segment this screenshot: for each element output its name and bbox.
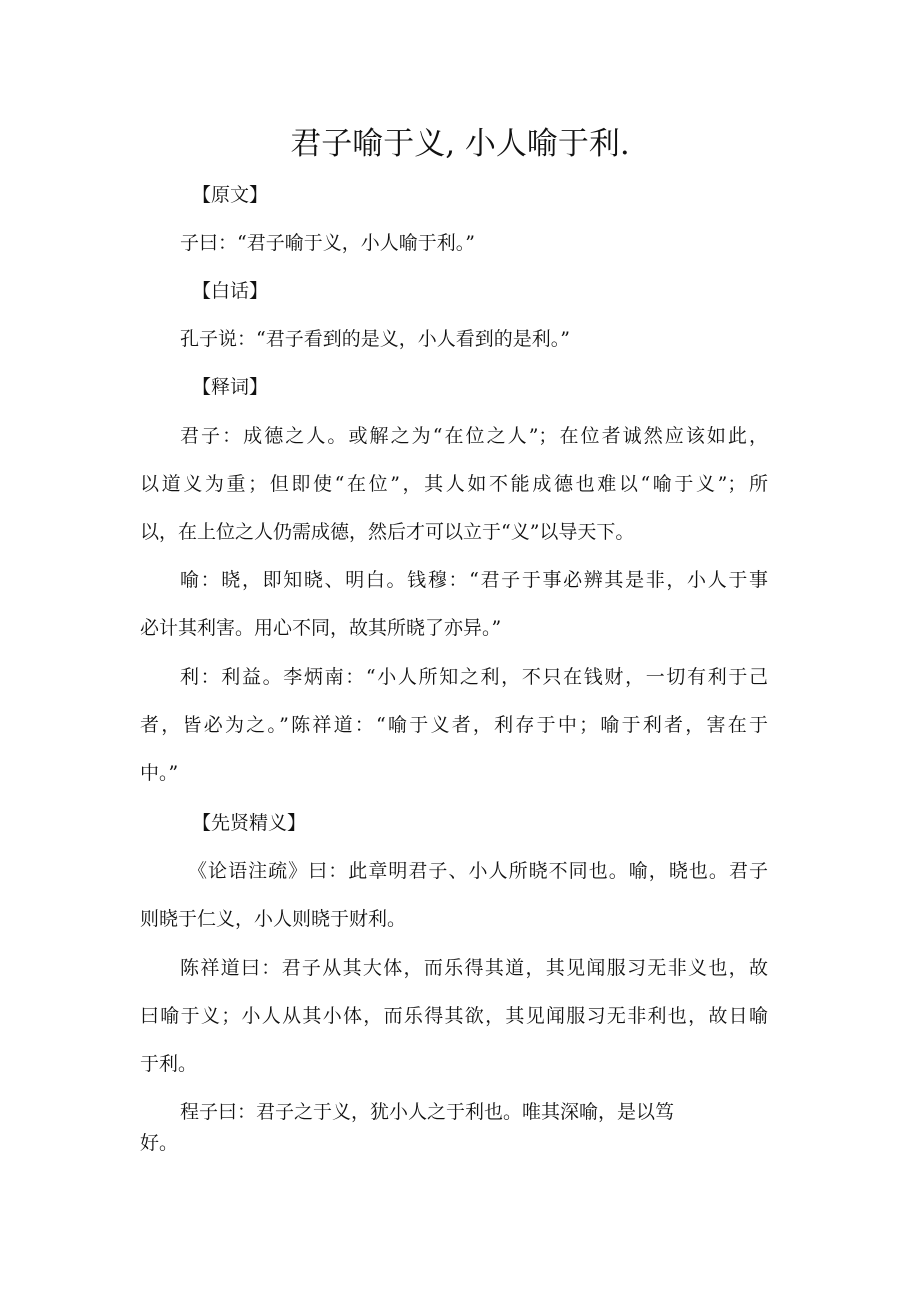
gloss-junzi-line-3: 以，在上位之人仍需成德，然后才可以立于“义”以导天下。	[140, 521, 635, 543]
sages-zhushu-line-2: 则晓于仁义，小人则晓于财利。	[140, 908, 407, 930]
sages-cheng-line-2: 好。	[140, 1132, 179, 1154]
gloss-junzi-line-2: 以道义为重；但即使“在位”，其人如不能成德也难以“喻于义”；所	[140, 473, 768, 495]
gloss-yu-line-2: 必计其利害。用心不同，故其所晓了亦异。”	[140, 617, 502, 639]
section-heading-vernacular: 【白话】	[192, 280, 269, 302]
sages-cheng-line-1: 程子曰：君子之于义，犹小人之于利也。唯其深喻，是以笃	[180, 1101, 675, 1123]
sages-zhushu-line-1: 《论语注疏》曰：此章明君子、小人所晓不同也。喻，晓也。君子	[188, 860, 768, 882]
gloss-junzi-line-1: 君子：成德之人。或解之为“在位之人”；在位者诚然应该如此，	[180, 425, 768, 447]
sages-chen-line-3: 于利。	[140, 1053, 198, 1075]
section-heading-original: 【原文】	[192, 184, 269, 206]
gloss-li-line-2: 者，皆必为之。”陈祥道：“喻于义者，利存于中；喻于利者，害在于	[140, 714, 768, 736]
sages-chen-line-2: 曰喻于义；小人从其小体，而乐得其欲，其见闻服习无非利也，故日喻	[140, 1005, 768, 1027]
section-heading-sages: 【先贤精义】	[192, 812, 307, 834]
page-title: 君子喻于义, 小人喻于利.	[290, 126, 630, 162]
section-heading-glossary: 【释词】	[192, 376, 269, 398]
gloss-li-line-1: 利：利益。李炳南：“小人所知之利，不只在钱财，一切有利于己	[180, 666, 768, 688]
gloss-li-line-3: 中。”	[140, 762, 179, 784]
sages-chen-line-1: 陈祥道曰：君子从其大体，而乐得其道，其见闻服习无非义也，故	[180, 957, 768, 979]
vernacular-text: 孔子说：“君子看到的是义，小人看到的是利。”	[180, 328, 570, 350]
gloss-yu-line-1: 喻：晓，即知晓、明白。钱穆：“君子于事必辨其是非，小人于事	[180, 569, 768, 591]
original-text: 子曰：“君子喻于义，小人喻于利。”	[180, 232, 475, 254]
